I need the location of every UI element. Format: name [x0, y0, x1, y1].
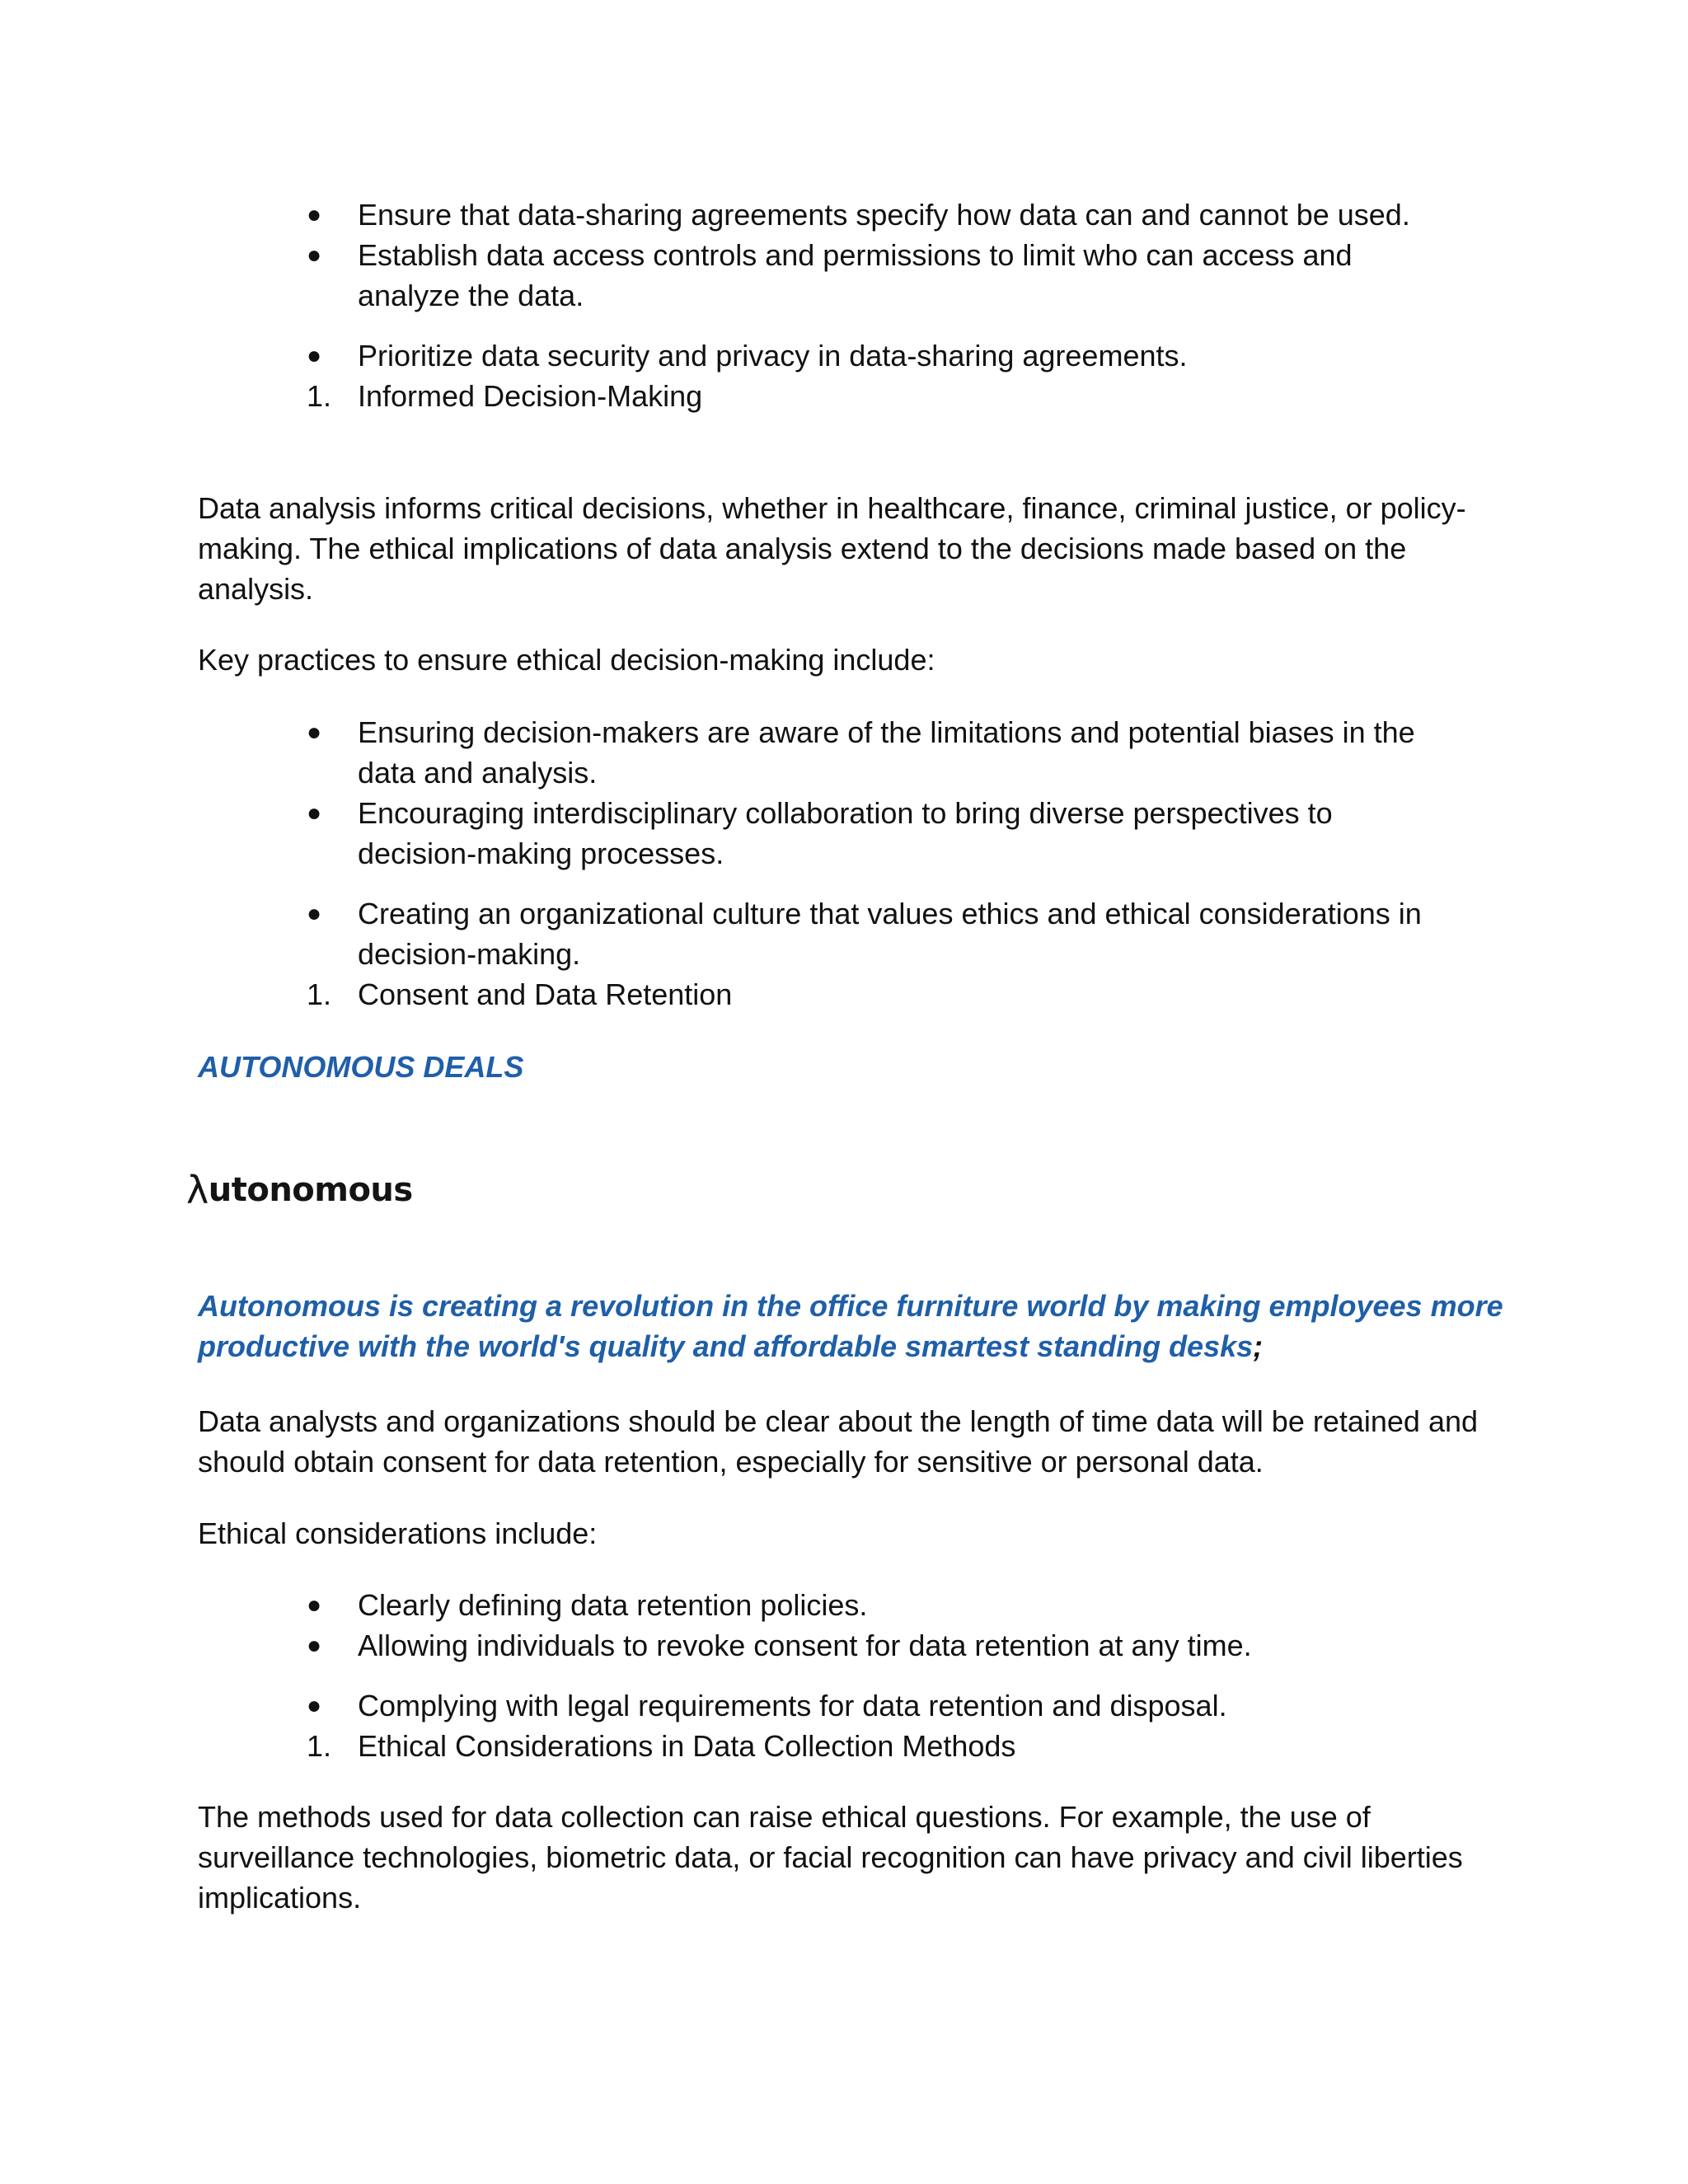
list-item [307, 712, 1436, 793]
autonomous-promo-link[interactable] [198, 1286, 1517, 1366]
list-item-text: Informed Decision-Making [358, 379, 703, 413]
list-item-text: Complying with legal requirements for data retention and disposal. [358, 1689, 1227, 1722]
list-item [307, 335, 1436, 376]
paragraph: Key practices to ensure ethical decision-making include: [198, 643, 935, 677]
logo-wordmark: utonomous [208, 1170, 413, 1209]
bullet-marker: ● [307, 1632, 322, 1659]
list-item-text: Creating an organizational culture that values ethics and ethical considerations in decision-making. [358, 897, 1422, 971]
list-item-text: Clearly defining data retention policies. [358, 1588, 868, 1622]
list-item-text: Establish data access controls and permissions to limit who can access and analyze the data. [358, 238, 1353, 312]
list-item [307, 1585, 1436, 1625]
autonomous-logo [186, 1165, 413, 1215]
bullet-list-decision-making [307, 712, 1436, 1015]
bullet-list-retention [307, 1585, 1436, 1766]
paragraph: The methods used for data collection can raise ethical questions. For example, the use of surveillance technologies, biometric data, or facial recognition can have privacy and civil liberties implications. [198, 1800, 1463, 1915]
promo-text: Autonomous is creating a revolution in the office furniture world by making employees more productive with the world's quality and affordable smartest standing desks [198, 1289, 1503, 1363]
list-item-text: Allowing individuals to revoke consent for data retention at any time. [358, 1629, 1252, 1662]
bullet-marker: ● [307, 799, 322, 827]
autonomous-deals-link[interactable]: AUTONOMOUS DEALS [198, 1050, 524, 1084]
promo-semicolon: ; [1253, 1329, 1264, 1363]
bullet-marker: ● [307, 719, 322, 746]
paragraph: Data analysis informs critical decisions, whether in healthcare, finance, criminal justice, or policy-making. The ethical implications of data analysis extend to the decisions made based on the analysis. [198, 491, 1466, 606]
list-item-text: Ensure that data-sharing agreements specify how data can and cannot be used. [358, 198, 1410, 232]
bullet-marker: ● [307, 900, 322, 927]
list-item-text: Encouraging interdisciplinary collaboration to bring diverse perspectives to decision-making processes. [358, 796, 1333, 870]
bullet-marker: ● [307, 1591, 322, 1619]
list-item [307, 194, 1436, 235]
list-item-text: Consent and Data Retention [358, 977, 733, 1011]
list-item-text: Prioritize data security and privacy in data-sharing agreements. [358, 339, 1188, 373]
list-item [307, 793, 1436, 874]
paragraph: Ethical considerations include: [198, 1516, 598, 1550]
list-item [307, 1625, 1436, 1666]
bullet-marker: ● [307, 1692, 322, 1719]
numbered-item [307, 1726, 1436, 1766]
list-item [307, 235, 1436, 316]
bullet-marker: ● [307, 241, 322, 269]
numbered-item [307, 974, 1436, 1015]
bullet-marker: ● [307, 201, 322, 228]
bullet-marker: ● [307, 342, 322, 369]
lambda-logo-icon: λ [186, 1167, 209, 1212]
number-marker: 1. [307, 977, 332, 1011]
numbered-item [307, 376, 1436, 416]
number-marker: 1. [307, 1729, 332, 1763]
list-item-text: Ensuring decision-makers are aware of the limitations and potential biases in the data and analysis. [358, 715, 1415, 790]
list-item [307, 1685, 1436, 1726]
paragraph: Data analysts and organizations should be clear about the length of time data will be retained and should obtain consent for data retention, especially for sensitive or personal data. [198, 1404, 1479, 1479]
list-item-text: Ethical Considerations in Data Collection Methods [358, 1729, 1016, 1763]
number-marker: 1. [307, 379, 332, 413]
list-item [307, 893, 1436, 974]
bullet-list-data-sharing [307, 194, 1436, 416]
